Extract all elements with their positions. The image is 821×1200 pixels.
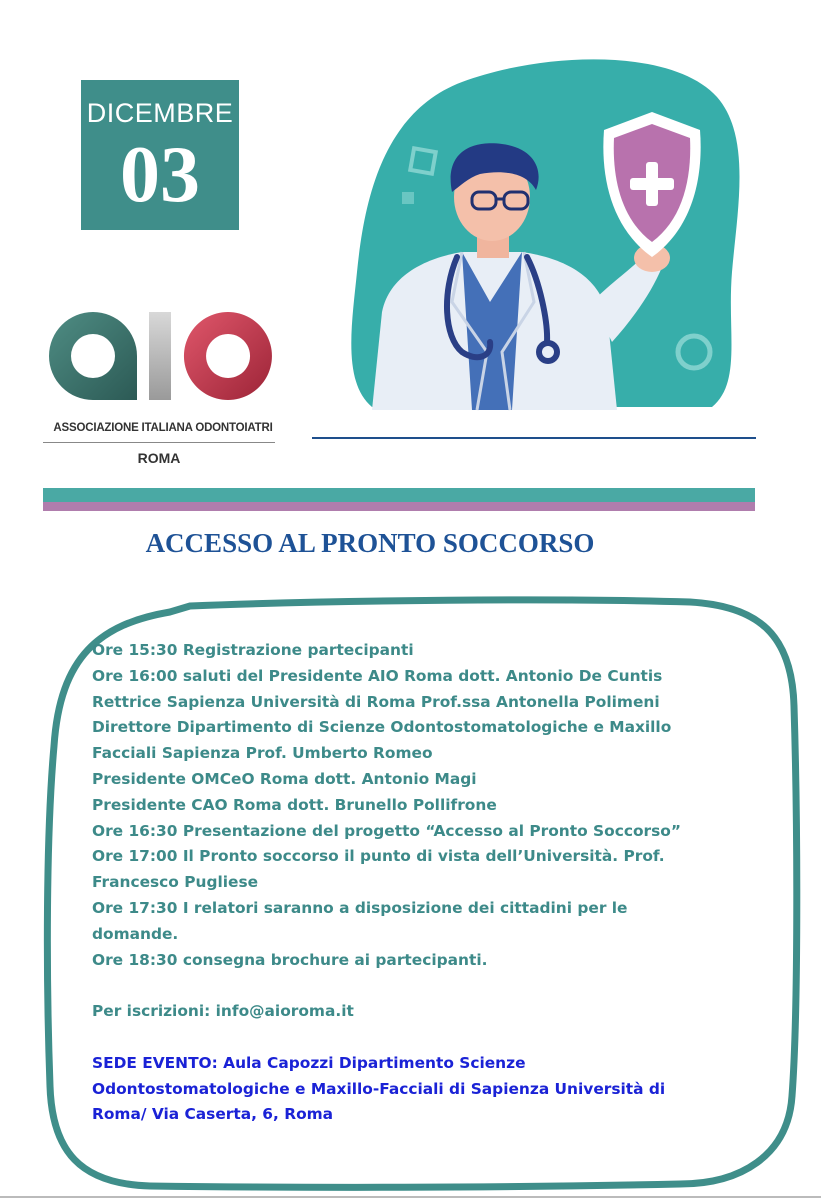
logo-divider: [43, 442, 275, 443]
program-list: [92, 638, 762, 1128]
program-line-5: Presidente OMCeO Roma dott. Antonio Magi: [92, 769, 477, 788]
registration-info: Per iscrizioni: info@aioroma.it: [92, 1002, 354, 1021]
event-title: ACCESSO AL PRONTO SOCCORSO: [145, 528, 595, 558]
program-line-7: Ore 16:30 Presentazione del progetto “Accesso al Pronto Soccorso”: [92, 821, 681, 840]
event-month: DICEMBRE: [86, 98, 234, 128]
venue-line-2: Roma/ Via Caserta, 6, Roma: [92, 1105, 334, 1124]
event-day: 03: [120, 131, 200, 219]
spacer: [92, 1025, 762, 1051]
event-date-badge: [81, 80, 239, 230]
program-line-3: Direttore Dipartimento di Scienze Odontostomatologiche e Maxillo: [92, 718, 672, 737]
logo-letter-i: [149, 312, 171, 400]
doctor-illustration: [312, 52, 756, 442]
program-line-4: Facciali Sapienza Prof. Umberto Romeo: [92, 744, 433, 763]
plus-icon: [630, 178, 674, 190]
program-line-11: domande.: [92, 924, 179, 943]
program-line-10: Ore 17:30 I relatori saranno a disposizione dei cittadini per le: [92, 898, 628, 917]
logo-organization: ASSOCIAZIONE ITALIANA ODONTOIATRI: [53, 422, 273, 434]
header-stripe-teal: [43, 488, 755, 502]
program-line-1: Ore 16:00 saluti del Presidente AIO Roma dott. Antonio De Cuntis: [92, 666, 663, 685]
stethoscope-chest-center: [542, 346, 554, 358]
logo-letter-a: [49, 312, 137, 400]
program-line-2: Rettrice Sapienza Università di Roma Prof.ssa Antonella Polimeni: [92, 692, 660, 711]
program-line-8: Ore 17:00 Il Pronto soccorso il punto di vista dell’Università. Prof.: [92, 847, 665, 866]
logo-letter-o: [184, 312, 272, 400]
aio-logo: [43, 306, 283, 466]
logo-city: ROMA: [137, 450, 181, 466]
program-line-0: Ore 15:30 Registrazione partecipanti: [92, 641, 414, 659]
aio-logo-mark: [43, 306, 283, 418]
venue-line-0: SEDE EVENTO: Aula Capozzi Dipartimento Scienze: [92, 1053, 526, 1072]
page-bottom-edge: [0, 1196, 821, 1198]
program-line-12: Ore 18:30 consegna brochure ai partecipanti.: [92, 950, 488, 969]
deco-small-square-icon: [402, 192, 414, 204]
program-line-6: Presidente CAO Roma dott. Brunello Pollifrone: [92, 795, 497, 814]
header-stripe-mauve: [43, 502, 755, 511]
venue-line-1: Odontostomatologiche e Maxillo-Facciali di Sapienza Università di: [92, 1079, 666, 1098]
spacer: [92, 973, 762, 999]
program-line-9: Francesco Pugliese: [92, 873, 259, 892]
